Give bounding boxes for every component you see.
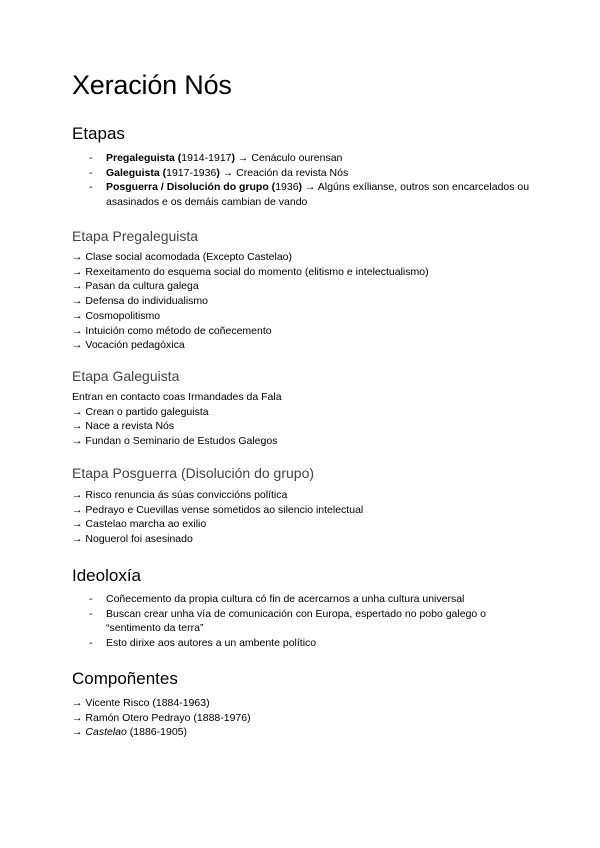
text-line: → Castelao marcha ao exilio xyxy=(72,518,207,531)
text-line: → Crean o partido galeguista xyxy=(72,405,209,418)
author-name: Ramón Otero Pedrayo xyxy=(85,711,191,724)
text-line: → Vocación pedagóxica xyxy=(72,339,185,352)
text-line: Entran en contacto coas Irmandades da Fala xyxy=(72,391,282,403)
text-line: → Pedrayo e Cuevillas vense sometidos ao silencio intelectual xyxy=(72,503,364,516)
author-name: Castelao xyxy=(85,726,127,739)
ideoloxia-list xyxy=(72,592,542,651)
item-bold: Pregaleguista ( xyxy=(106,152,182,164)
arrow-prefix: → xyxy=(72,726,86,739)
author-years: (1888-1976) xyxy=(190,711,251,724)
item-bold: Galeguista ( xyxy=(106,166,167,179)
list-item xyxy=(72,151,542,166)
text-line: → Nace a revista Nós xyxy=(72,420,175,433)
etapas-heading: Etapas xyxy=(72,124,125,143)
text-line: → Cosmopolitismo xyxy=(72,309,161,322)
author-years: (1884-1963) xyxy=(149,697,210,709)
arrow-prefix: → xyxy=(72,711,86,724)
item-text: - Esto dirixe aos autores a un ambente político xyxy=(106,637,317,650)
item-bold: ) xyxy=(298,181,303,194)
pregaleguista-heading: Etapa Pregaleguista xyxy=(72,228,199,244)
item-years: 1914-1917 xyxy=(181,152,232,164)
item-bold: Posguerra / Disolución do grupo ( xyxy=(106,181,276,194)
list-item xyxy=(72,607,542,636)
pregaleguista-lines xyxy=(72,250,542,353)
item-bold: ) xyxy=(231,152,235,164)
text-line: → Defensa do individualismo xyxy=(72,295,208,308)
item-text: - Coñecemento da propia cultura có fin de acercarnos a unha cultura universal xyxy=(106,593,465,605)
posguerra-lines xyxy=(72,488,542,547)
text-line: → Fundan o Seminario de Estudos Galegos xyxy=(72,435,278,448)
item-text: → Creación da revista Nós xyxy=(219,166,349,179)
componentes-heading: Compoñentes xyxy=(72,669,178,688)
text-line: → Risco renuncia ás súas conviccións política xyxy=(72,489,288,501)
list-item xyxy=(72,166,542,181)
galeguista-lines xyxy=(72,390,542,449)
item-bold: ) xyxy=(216,166,220,179)
item-years: 1936 xyxy=(275,181,299,194)
componentes-lines xyxy=(72,696,542,740)
galeguista-heading: Etapa Galeguista xyxy=(72,368,180,384)
text-line: → Pasan da cultura galega xyxy=(72,280,199,293)
ideoloxia-heading: Ideoloxía xyxy=(72,566,141,585)
item-years: 1917-1936 xyxy=(166,166,217,179)
text-line: → Rexeitamento do esquema social do momento (elitismo e intelectualismo) xyxy=(72,265,429,278)
text-line xyxy=(72,725,542,740)
text-line xyxy=(72,696,542,711)
text-line: → Noguerol foi asesinado xyxy=(72,533,193,546)
author-years: (1886-1905) xyxy=(126,726,187,739)
text-line: → Intuición como método de coñecemento xyxy=(72,324,272,337)
item-text: → Algúns exílianse, outros son encarcelados ou asasinados e os demáis cambian de vando xyxy=(106,181,530,209)
posguerra-heading: Etapa Posguerra (Disolución do grupo) xyxy=(72,465,315,481)
arrow-prefix: → xyxy=(72,697,86,709)
item-text: → Cenáculo ourensan xyxy=(235,152,343,164)
page-title: Xeración Nós xyxy=(72,70,232,100)
etapas-list xyxy=(72,151,542,210)
text-line xyxy=(72,711,542,726)
text-line: → Clase social acomodada (Excepto Castelao) xyxy=(72,251,293,263)
author-name: Vicente Risco xyxy=(85,697,150,709)
item-text: - Buscan crear unha vía de comunicación con Europa, espertado no pobo galego o “sentimento da terra” xyxy=(106,607,487,635)
list-item xyxy=(72,592,542,607)
list-item xyxy=(72,636,542,651)
list-item xyxy=(72,180,542,209)
